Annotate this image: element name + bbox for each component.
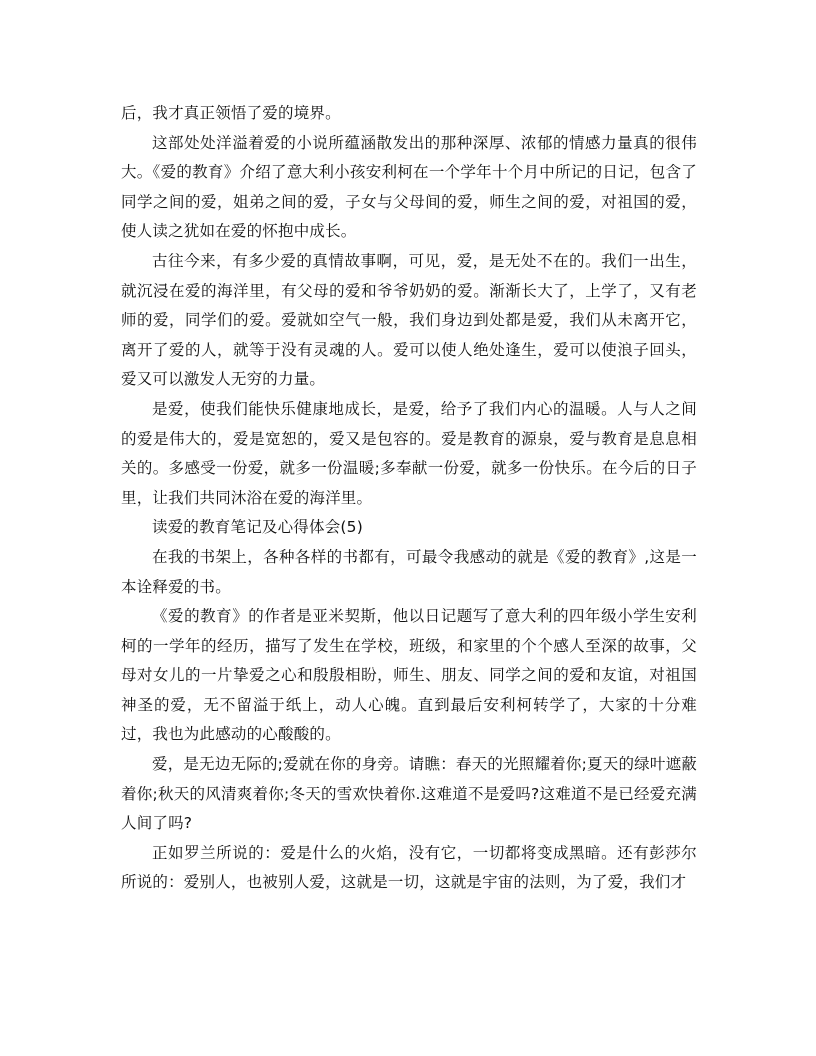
paragraph: 古往今来，有多少爱的真情故事啊，可见，爱，是无处不在的。我们一出生，就沉浸在爱的海洋里，有父母的爱和爷爷奶奶的爱。渐渐长大了，上学了，又有老师的爱，同学们的爱。爱就如空气一般，我们身边到处都是爱，我们从未离开它，离开了爱的人，就等于没有灵魂的人。爱可以使人绝处逢生，爱可以使浪子回头，爱又可以激发人无穷的力量。: [121, 251, 697, 389]
section-heading: 读爱的教育笔记及心得体会(5): [152, 518, 363, 537]
paragraph: 这部处处洋溢着爱的小说所蕴涵散发出的那种深厚、浓郁的情感力量真的很伟大。《爱的教育》介绍了意大利小孩安利柯在一个学年十个月中所记的日记，包含了同学之间的爱，姐弟之间的爱，子女与父母间的爱，师生之间的爱，对祖国的爱，使人读之犹如在爱的怀抱中成长。: [121, 133, 697, 241]
paragraph-continuation: 后，我才真正领悟了爱的境界。: [121, 104, 341, 122]
paragraph: 是爱，使我们能快乐健康地成长，是爱，给予了我们内心的温暖。人与人之间的爱是伟大的，爱是宽恕的，爱又是包容的。爱是教育的源泉，爱与教育是息息相关的。多感受一份爱，就多一份温暖;多奉献一份爱，就多一份快乐。在今后的日子里，让我们共同沐浴在爱的海洋里。: [121, 399, 697, 507]
paragraph: 《爱的教育》的作者是亚米契斯，他以日记题写了意大利的四年级小学生安利柯的一学年的经历，描写了发生在学校，班级，和家里的个个感人至深的故事，父母对女儿的一片挚爱之心和殷殷相盼，师生、朋友、同学之间的爱和友谊，对祖国神圣的爱，无不留溢于纸上，动人心魄。直到最后安利柯转学了，大家的十分难过，我也为此感动的心酸酸的。: [121, 607, 697, 744]
paragraph: 爱，是无边无际的;爱就在你的身旁。请瞧：春天的光照耀着你;夏天的绿叶遮蔽着你;秋天的风清爽着你;冬天的雪欢快着你.这难道不是爱吗?这难道不是已经爱充满人间了吗?: [121, 755, 697, 833]
paragraph: 正如罗兰所说的：爱是什么的火焰，没有它，一切都将变成黑暗。还有彭莎尔所说的：爱别人，也被别人爱，这就是一切，这就是宇宙的法则，为了爱，我们才: [121, 843, 697, 892]
paragraph: 在我的书架上，各种各样的书都有，可最令我感动的就是《爱的教育》,这是一本诠释爱的书。: [121, 547, 697, 596]
document-body: [121, 99, 697, 898]
